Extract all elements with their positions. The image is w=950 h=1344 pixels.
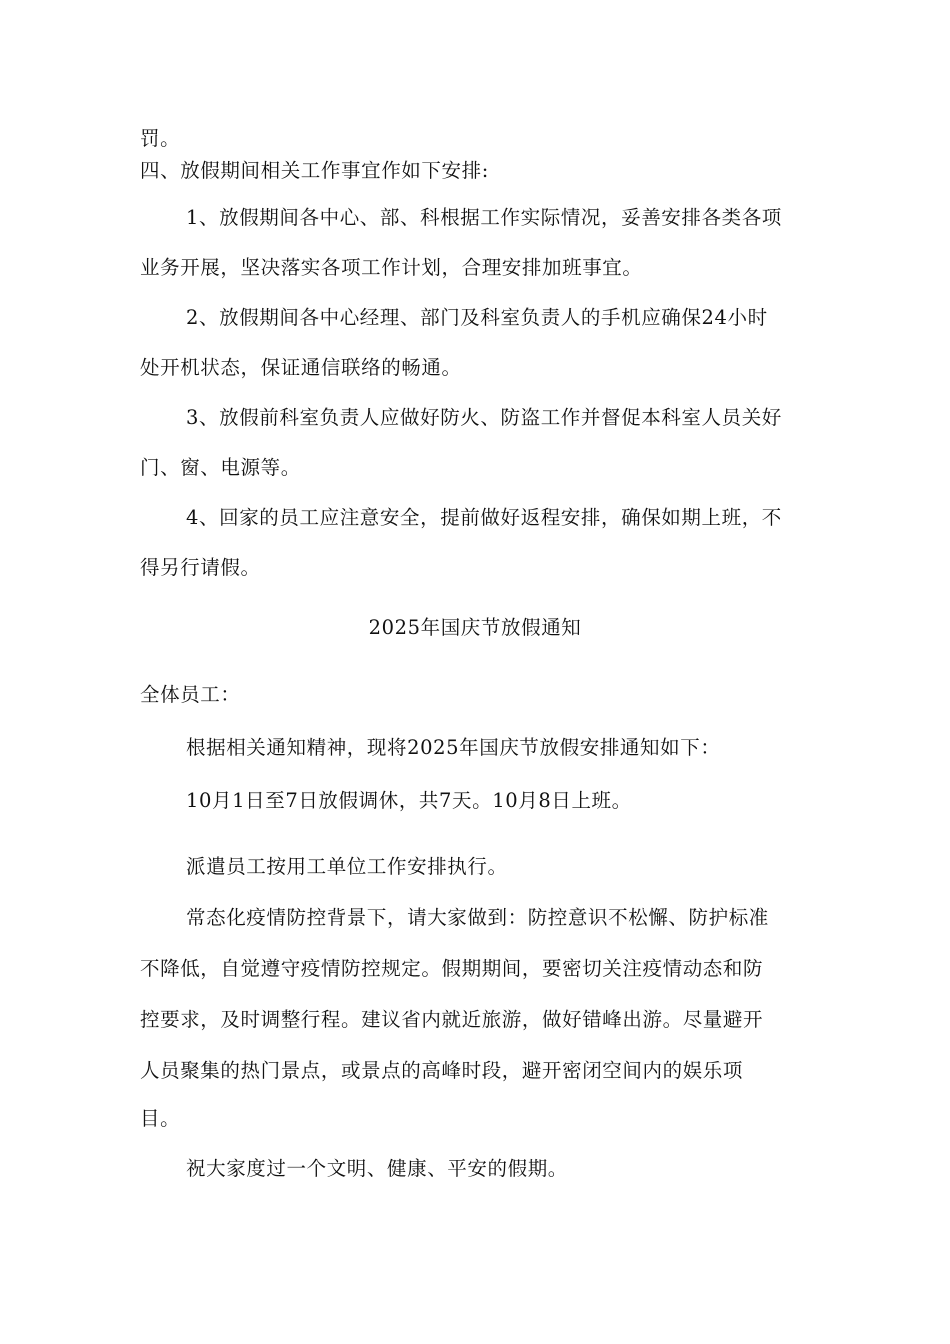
section-heading-4: 四、放假期间相关工作事宜作如下安排: — [140, 159, 489, 182]
item-1-line-2: 业务开展，坚决落实各项工作计划，合理安排加班事宜。 — [140, 256, 643, 279]
continued-text-line: 罚。 — [140, 127, 181, 150]
epidemic-line-1: 常态化疫情防控背景下，请大家做到：防控意识不松懈、防护标准 — [186, 906, 769, 929]
schedule-paragraph: 10月1日至7日放假调休，共7天。10月8日上班。 — [186, 789, 632, 812]
epidemic-line-3: 控要求，及时调整行程。建议省内就近旅游，做好错峰出游。尽量避开 — [140, 1008, 764, 1031]
item-2-line-2: 处开机状态，保证通信联络的畅通。 — [140, 356, 462, 379]
epidemic-line-4: 人员聚集的热门景点，或景点的高峰时段，避开密闭空间内的娱乐项 — [140, 1059, 744, 1082]
salutation: 全体员工： — [140, 683, 241, 706]
epidemic-line-5: 目。 — [140, 1107, 181, 1130]
item-3-line-2: 门、窗、电源等。 — [140, 456, 301, 479]
item-1-line-1: 1、放假期间各中心、部、科根据工作实际情况，妥善安排各类各项 — [186, 206, 782, 229]
item-2-line-1: 2、放假期间各中心经理、部门及科室负责人的手机应确保24小时 — [186, 306, 768, 329]
notice-title: 2025年国庆节放假通知 — [368, 616, 582, 639]
dispatch-paragraph: 派遣员工按用工单位工作安排执行。 — [186, 855, 508, 878]
closing-paragraph: 祝大家度过一个文明、健康、平安的假期。 — [186, 1157, 568, 1180]
epidemic-line-2: 不降低，自觉遵守疫情防控规定。假期期间，要密切关注疫情动态和防 — [140, 957, 764, 980]
item-3-line-1: 3、放假前科室负责人应做好防火、防盗工作并督促本科室人员关好 — [186, 406, 782, 429]
item-4-line-1: 4、回家的员工应注意安全，提前做好返程安排，确保如期上班，不 — [186, 506, 782, 529]
item-4-line-2: 得另行请假。 — [140, 556, 261, 579]
intro-paragraph: 根据相关通知精神，现将2025年国庆节放假安排通知如下： — [186, 736, 721, 759]
